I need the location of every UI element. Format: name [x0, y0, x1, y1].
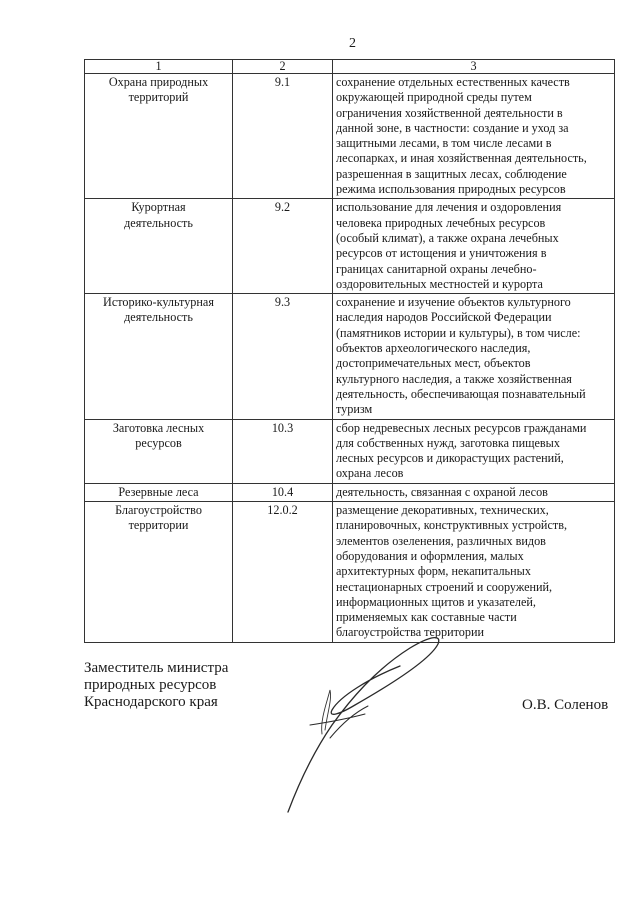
land-use-type-cell	[85, 199, 233, 294]
description-line: применяемых как составные части	[336, 610, 517, 625]
signer-position-line: природных ресурсов	[84, 677, 217, 693]
description-line: режима использования природных ресурсов	[336, 182, 566, 197]
description-cell	[333, 74, 615, 199]
description-line: человека природных лечебных ресурсов	[336, 215, 546, 230]
code-cell: 12.0.2	[233, 502, 333, 643]
description-line: (особый климат), а также охрана лечебных	[336, 230, 559, 245]
description-line: сохранение отдельных естественных качеств	[336, 75, 570, 89]
header-cell-1: 1	[85, 60, 233, 74]
land-use-type-line: Охрана природных	[108, 75, 209, 89]
land-use-type-line: Заготовка лесных	[112, 420, 205, 435]
table-row	[85, 74, 615, 199]
description-line: окружающей природной среды путем	[336, 90, 532, 105]
description-line: оборудования и оформления, малых	[336, 548, 524, 563]
table-row	[85, 294, 615, 419]
description-line: размещение декоративных, технических,	[336, 503, 549, 518]
description-line: для собственных нужд, заготовка пищевых	[336, 435, 560, 450]
description-line: лесопарках, и иная хозяйственная деятельность,	[336, 151, 587, 166]
description-cell	[333, 483, 615, 501]
description-cell	[333, 419, 615, 483]
description-line: оздоровительных местностей и курорта	[336, 276, 543, 291]
land-use-type-line: Благоустройство	[115, 503, 202, 518]
description-line: разрешенная в защитных лесах, соблюдение	[336, 166, 567, 181]
page-number: 2	[349, 36, 356, 51]
signer-position	[84, 660, 228, 711]
description-line: туризм	[336, 402, 373, 417]
table-row	[85, 199, 615, 294]
land-use-type-cell	[85, 294, 233, 419]
description-line: данной зоне, в частности: создание и уход за	[336, 120, 569, 135]
land-use-type-cell	[85, 483, 233, 501]
description-line: деятельность, связанная с охраной лесов	[336, 484, 548, 499]
handwritten-signature	[270, 630, 460, 820]
description-line: достопримечательных мест, объектов	[336, 356, 531, 371]
header-cell-2: 2	[233, 60, 333, 74]
land-use-type-line: территорий	[128, 90, 189, 105]
code-cell: 9.1	[233, 74, 333, 199]
table-row	[85, 483, 615, 501]
land-use-type-line: Курортная	[131, 200, 186, 215]
description-cell	[333, 294, 615, 419]
land-use-type-line: территории	[128, 518, 189, 533]
table-row	[85, 419, 615, 483]
description-line: границах санитарной охраны лечебно-	[336, 261, 537, 276]
land-use-type-cell	[85, 502, 233, 643]
description-line: ограничения хозяйственной деятельности в	[336, 105, 563, 120]
code-cell: 9.2	[233, 199, 333, 294]
description-line: лесных ресурсов и дикорастущих растений,	[336, 451, 564, 466]
land-use-type-line: деятельность	[124, 310, 193, 325]
land-use-table	[84, 59, 615, 643]
code-cell: 9.3	[233, 294, 333, 419]
land-use-type-cell	[85, 74, 233, 199]
description-line: сбор недревесных лесных ресурсов гражданами	[336, 420, 587, 435]
code-cell: 10.4	[233, 483, 333, 501]
description-line: нестационарных строений и сооружений,	[336, 579, 553, 594]
signer-position-line: Заместитель министра	[84, 660, 229, 676]
description-line: культурного наследия, а также хозяйственная	[336, 371, 572, 386]
header-cell-3: 3	[333, 60, 615, 74]
description-line: наследия народов Российской Федерации	[336, 310, 552, 325]
description-line: благоустройства территории	[336, 625, 485, 640]
description-line: архитектурных форм, некапитальных	[336, 564, 531, 579]
description-line: (памятников истории и культуры), в том числе:	[336, 325, 581, 340]
land-use-type-line: ресурсов	[135, 435, 182, 450]
description-cell	[333, 199, 615, 294]
description-line: защитными лесами, в том числе лесами в	[336, 136, 552, 151]
description-line: ресурсов от истощения и уничтожения в	[336, 246, 547, 261]
description-line: элементов озеленения, различных видов	[336, 533, 546, 548]
land-use-type-line: деятельность	[124, 215, 193, 230]
description-line: использование для лечения и оздоровления	[336, 200, 562, 215]
description-cell	[333, 502, 615, 643]
description-line: информационных щитов и указателей,	[336, 594, 536, 609]
table-row	[85, 502, 615, 643]
description-line: планировочных, конструктивных устройств,	[336, 518, 567, 533]
description-line: сохранение и изучение объектов культурного	[336, 295, 571, 310]
description-line: деятельность, обеспечивающая познавательный	[336, 386, 586, 401]
code-cell: 10.3	[233, 419, 333, 483]
description-line: объектов археологического наследия,	[336, 341, 531, 356]
table-header-row	[85, 60, 615, 74]
land-use-type-line: Резервные леса	[118, 484, 199, 499]
land-use-type-line: Историко-культурная	[103, 295, 214, 310]
land-use-type-cell	[85, 419, 233, 483]
signer-position-line: Краснодарского края	[84, 694, 218, 710]
description-line: охрана лесов	[336, 466, 404, 481]
signer-name: О.В. Соленов	[522, 697, 609, 713]
